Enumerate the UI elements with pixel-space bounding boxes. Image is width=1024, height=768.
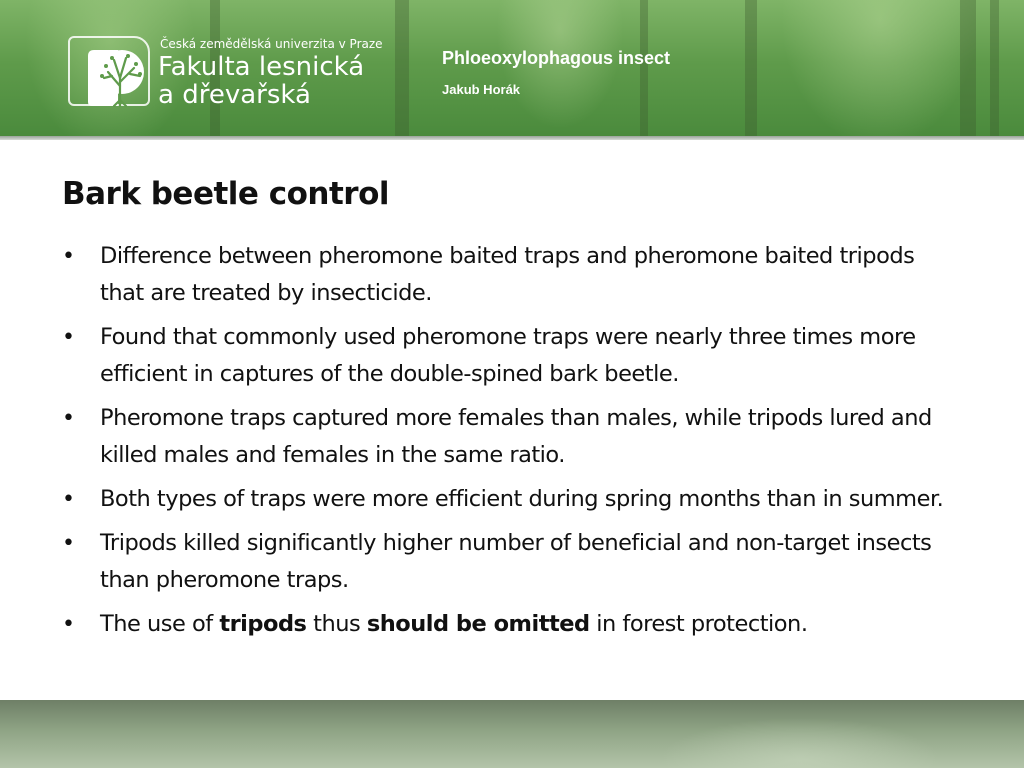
faculty-name-line1: Fakulta lesnická	[158, 52, 365, 82]
header-divider	[0, 136, 1024, 140]
bullet-text: Found that commonly used pheromone traps were nearly three times more efficient in captures of the double-spined bark beetle.	[100, 324, 916, 387]
bullet-item	[62, 481, 962, 518]
bullet-text: Both types of traps were more efficient during spring months than in summer.	[100, 486, 944, 512]
bullet-dot: •	[62, 406, 75, 431]
bullet-text-part: tripods	[219, 611, 307, 637]
bullet-text-part: thus	[306, 611, 367, 637]
bullet-item	[62, 319, 962, 393]
university-name: Česká zemědělská univerzita v Praze	[160, 37, 383, 51]
bullet-item	[62, 400, 962, 474]
bullet-dot: •	[62, 244, 75, 269]
author-name: Jakub Horák	[442, 82, 521, 97]
bullet-list	[62, 238, 962, 650]
bullet-dot: •	[62, 531, 75, 556]
bullet-item	[62, 606, 962, 643]
slide-title: Bark beetle control	[62, 176, 390, 212]
tree-logo-icon	[84, 48, 150, 110]
bullet-item	[62, 525, 962, 599]
bullet-text: Tripods killed significantly higher number of beneficial and non-target insects than pheromone traps.	[100, 530, 932, 593]
header-banner	[0, 0, 1024, 138]
bullet-text-part: The use of	[100, 611, 220, 637]
footer-banner	[0, 700, 1024, 768]
bullet-dot: •	[62, 487, 75, 512]
course-title: Phloeoxylophagous insect	[442, 48, 671, 68]
bullet-text: Pheromone traps captured more females than males, while tripods lured and killed males and females in the same ratio.	[100, 405, 932, 468]
bullet-item	[62, 238, 962, 312]
faculty-name-line2: a dřevařská	[158, 80, 311, 110]
bullet-text-part: should be omitted	[366, 611, 590, 637]
bullet-dot: •	[62, 612, 75, 637]
bullet-dot: •	[62, 325, 75, 350]
bullet-text-part: in forest protection.	[589, 611, 808, 637]
bullet-text: Difference between pheromone baited traps and pheromone baited tripods that are treated by insecticide.	[100, 243, 915, 306]
